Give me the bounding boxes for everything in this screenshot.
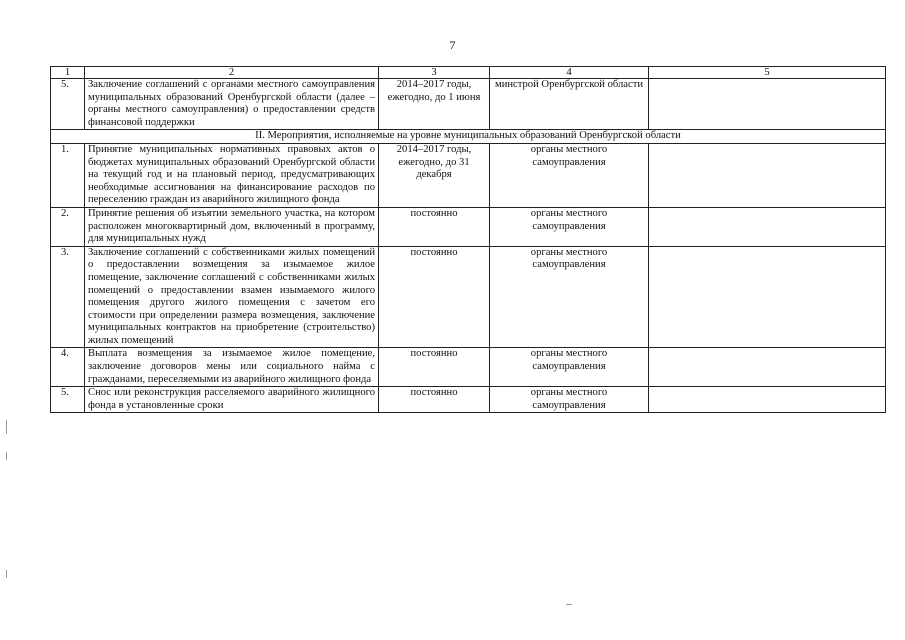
column-header: 1 — [51, 67, 85, 79]
row-number: 1. — [51, 143, 85, 207]
measure-responsible: органы местного самоуправления — [490, 348, 649, 387]
scan-artifact — [6, 570, 7, 578]
measure-note — [649, 207, 886, 246]
measure-term: 2014–2017 годы, ежегодно, до 31 декабря — [379, 143, 490, 207]
measure-term: постоянно — [379, 387, 490, 413]
column-number-row — [51, 67, 886, 79]
measure-note — [649, 246, 886, 348]
measure-note — [649, 79, 886, 130]
column-header: 3 — [379, 67, 490, 79]
scan-artifact — [6, 452, 7, 460]
measure-text: Принятие муниципальных нормативных правовых актов о бюджетах муниципальных образований Оренбургской области на текущий год и на плановый период, предусматривающих необходимые ассигнования на финансирование расходов по переселению граждан из аварийного жилищного фонда — [85, 143, 379, 207]
page-number: 7 — [449, 38, 456, 52]
row-number: 2. — [51, 207, 85, 246]
row-number: 4. — [51, 348, 85, 387]
row-number: 3. — [51, 246, 85, 348]
measure-term: постоянно — [379, 207, 490, 246]
measure-responsible: минстрой Оренбургской области — [490, 79, 649, 130]
measure-note — [649, 387, 886, 413]
measure-text: Заключение соглашений с органами местного самоуправления муниципальных образований Оренбургской области (далее – органы местного самоуправления) о предоставлении средств финансовой поддержки — [85, 79, 379, 130]
row-number: 5. — [51, 79, 85, 130]
measures-table — [50, 66, 886, 413]
scan-artifact — [566, 604, 572, 605]
column-header: 4 — [490, 67, 649, 79]
table-row — [51, 246, 886, 348]
scan-artifact — [6, 420, 7, 434]
measure-term: постоянно — [379, 348, 490, 387]
table-row — [51, 143, 886, 207]
measure-text: Снос или реконструкция расселяемого аварийного жилищного фонда в установленные сроки — [85, 387, 379, 413]
measure-text: Принятие решения об изъятии земельного участка, на котором расположен многоквартирный дом, включенный в программу, для муниципальных нужд — [85, 207, 379, 246]
table-row — [51, 348, 886, 387]
measure-text: Заключение соглашений с собственниками жилых помещений о предоставлении возмещения за изымаемое жилое помещение, заключение соглашений с собственниками жилых помещений о предоставлении взамен изымаемого жилого помещения другого жилого помещения с зачетом его стоимости при определении размера возмещения, заключение муниципальных контрактов на приобретение (строительство) жилых помещений — [85, 246, 379, 348]
measure-note — [649, 348, 886, 387]
row-number: 5. — [51, 387, 85, 413]
measure-note — [649, 143, 886, 207]
measure-responsible: органы местного самоуправления — [490, 387, 649, 413]
section-title: II. Мероприятия, исполняемые на уровне муниципальных образований Оренбургской области — [51, 130, 886, 144]
column-header: 5 — [649, 67, 886, 79]
measure-term: постоянно — [379, 246, 490, 348]
measure-text: Выплата возмещения за изымаемое жилое помещение, заключение договоров мены или социального найма с гражданами, переселяемыми из аварийного жилищного фонда — [85, 348, 379, 387]
measure-responsible: органы местного самоуправления — [490, 246, 649, 348]
table-row — [51, 79, 886, 130]
section-row — [51, 130, 886, 144]
column-header: 2 — [85, 67, 379, 79]
table-row — [51, 387, 886, 413]
measure-responsible: органы местного самоуправления — [490, 143, 649, 207]
measure-responsible: органы местного самоуправления — [490, 207, 649, 246]
table-row — [51, 207, 886, 246]
measure-term: 2014–2017 годы, ежегодно, до 1 июня — [379, 79, 490, 130]
